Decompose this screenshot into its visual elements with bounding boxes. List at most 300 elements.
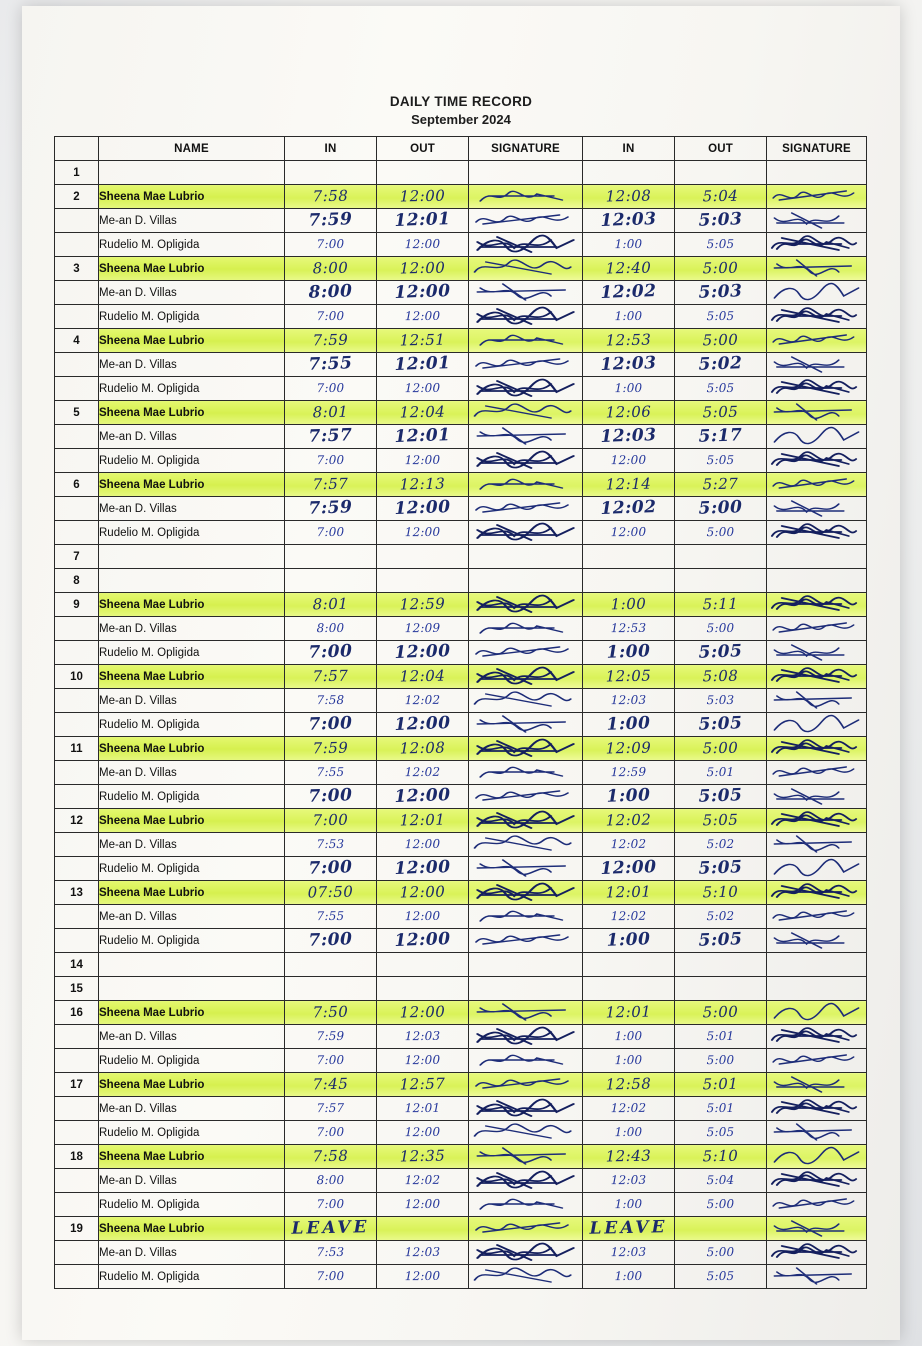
time-out-pm: 5:05 bbox=[675, 929, 767, 953]
time-out-am: 12:09 bbox=[377, 617, 469, 641]
signature-mark bbox=[767, 258, 866, 279]
day-number bbox=[55, 353, 99, 377]
signature-pm bbox=[767, 185, 867, 209]
time-in-pm: 1:00 bbox=[583, 377, 675, 401]
signature-mark bbox=[767, 1242, 866, 1263]
time-in-pm: 12:02 bbox=[583, 833, 675, 857]
time-out-pm: 5:10 bbox=[675, 1145, 767, 1169]
signature-mark bbox=[469, 642, 582, 663]
day-number bbox=[55, 281, 99, 305]
signature-pm bbox=[767, 425, 867, 449]
signature-mark bbox=[469, 186, 582, 207]
signature-pm bbox=[767, 281, 867, 305]
signature-mark bbox=[469, 786, 582, 807]
time-out-pm: 5:27 bbox=[675, 473, 767, 497]
time-in-pm bbox=[583, 161, 675, 185]
signature-am bbox=[469, 257, 583, 281]
employee-name: Sheena Mae Lubrio bbox=[99, 473, 285, 497]
time-in-pm: 12:03 bbox=[583, 425, 675, 449]
table-row bbox=[55, 617, 867, 641]
time-out-pm bbox=[675, 977, 767, 1001]
signature-mark bbox=[767, 306, 866, 327]
time-in-am: 8:00 bbox=[285, 1169, 377, 1193]
day-number bbox=[55, 713, 99, 737]
signature-pm bbox=[767, 305, 867, 329]
time-out-pm: 5:02 bbox=[675, 353, 767, 377]
time-out-pm: 5:05 bbox=[675, 1265, 767, 1289]
signature-pm bbox=[767, 593, 867, 617]
day-number bbox=[55, 233, 99, 257]
time-out-am: 12:00 bbox=[377, 305, 469, 329]
time-out-pm: 5:05 bbox=[675, 449, 767, 473]
day-number: 15 bbox=[55, 977, 99, 1001]
time-in-pm: 1:00 bbox=[583, 1193, 675, 1217]
time-in-am: 7:59 bbox=[285, 209, 377, 233]
day-number: 19 bbox=[55, 1217, 99, 1241]
employee-name bbox=[99, 953, 285, 977]
signature-mark bbox=[767, 906, 866, 927]
employee-name: Rudelio M. Opligida bbox=[99, 713, 285, 737]
day-number: 14 bbox=[55, 953, 99, 977]
time-in-pm: 1:00 bbox=[583, 785, 675, 809]
signature-mark bbox=[469, 834, 582, 855]
table-row bbox=[55, 353, 867, 377]
time-in-pm: 1:00 bbox=[583, 305, 675, 329]
signature-am bbox=[469, 521, 583, 545]
time-out-am: 12:00 bbox=[377, 713, 469, 737]
signature-mark bbox=[767, 330, 866, 351]
employee-name: Sheena Mae Lubrio bbox=[99, 257, 285, 281]
signature-am bbox=[469, 185, 583, 209]
signature-pm bbox=[767, 473, 867, 497]
table-row bbox=[55, 401, 867, 425]
day-number: 11 bbox=[55, 737, 99, 761]
time-in-pm: 1:00 bbox=[583, 593, 675, 617]
time-out-pm: 5:00 bbox=[675, 1193, 767, 1217]
time-in-am: 7:59 bbox=[285, 737, 377, 761]
signature-pm bbox=[767, 209, 867, 233]
employee-name: Sheena Mae Lubrio bbox=[99, 1073, 285, 1097]
signature-mark bbox=[767, 522, 866, 543]
table-row bbox=[55, 305, 867, 329]
signature-mark bbox=[767, 186, 866, 207]
signature-am bbox=[469, 1193, 583, 1217]
signature-am bbox=[469, 713, 583, 737]
signature-mark bbox=[469, 594, 582, 615]
table-row bbox=[55, 1193, 867, 1217]
employee-name: Me-an D. Villas bbox=[99, 1241, 285, 1265]
paper-sheet bbox=[22, 6, 900, 1340]
employee-name: Rudelio M. Opligida bbox=[99, 521, 285, 545]
table-row bbox=[55, 1001, 867, 1025]
signature-am bbox=[469, 857, 583, 881]
time-in-pm: 12:40 bbox=[583, 257, 675, 281]
time-in-am: 7:55 bbox=[285, 761, 377, 785]
day-number: 16 bbox=[55, 1001, 99, 1025]
time-out-pm: 5:01 bbox=[675, 761, 767, 785]
time-in-pm: 12:53 bbox=[583, 617, 675, 641]
day-number bbox=[55, 425, 99, 449]
time-in-pm: 12:00 bbox=[583, 449, 675, 473]
table-row bbox=[55, 1241, 867, 1265]
signature-am bbox=[469, 809, 583, 833]
employee-name: Rudelio M. Opligida bbox=[99, 305, 285, 329]
signature-mark bbox=[767, 450, 866, 471]
signature-mark bbox=[469, 1218, 582, 1239]
signature-mark bbox=[469, 690, 582, 711]
day-number: 7 bbox=[55, 545, 99, 569]
time-in-pm: 12:03 bbox=[583, 353, 675, 377]
day-number: 6 bbox=[55, 473, 99, 497]
time-out-pm: 5:00 bbox=[675, 737, 767, 761]
day-number: 4 bbox=[55, 329, 99, 353]
time-out-am: 12:00 bbox=[377, 929, 469, 953]
day-number: 8 bbox=[55, 569, 99, 593]
day-number bbox=[55, 761, 99, 785]
time-in-pm: 12:06 bbox=[583, 401, 675, 425]
employee-name: Sheena Mae Lubrio bbox=[99, 809, 285, 833]
signature-pm bbox=[767, 1001, 867, 1025]
signature-mark bbox=[767, 1074, 866, 1095]
signature-mark bbox=[767, 426, 866, 447]
time-in-am: 7:58 bbox=[285, 1145, 377, 1169]
signature-mark bbox=[469, 258, 582, 279]
signature-am bbox=[469, 905, 583, 929]
signature-mark bbox=[767, 474, 866, 495]
time-out-pm: 5:00 bbox=[675, 1001, 767, 1025]
employee-name: Sheena Mae Lubrio bbox=[99, 737, 285, 761]
signature-pm bbox=[767, 1265, 867, 1289]
time-out-pm: 5:04 bbox=[675, 185, 767, 209]
employee-name: Me-an D. Villas bbox=[99, 761, 285, 785]
time-in-am: 7:57 bbox=[285, 473, 377, 497]
employee-name: Sheena Mae Lubrio bbox=[99, 329, 285, 353]
signature-mark bbox=[767, 1098, 866, 1119]
employee-name: Rudelio M. Opligida bbox=[99, 449, 285, 473]
signature-mark bbox=[469, 498, 582, 519]
time-out-am: 12:01 bbox=[377, 809, 469, 833]
employee-name: Sheena Mae Lubrio bbox=[99, 1217, 285, 1241]
signature-mark bbox=[767, 1266, 866, 1287]
time-out-pm: 5:03 bbox=[675, 281, 767, 305]
time-in-am: 7:00 bbox=[285, 1193, 377, 1217]
signature-am bbox=[469, 473, 583, 497]
time-out-pm: 5:00 bbox=[675, 1049, 767, 1073]
signature-pm bbox=[767, 809, 867, 833]
time-out-am: 12:02 bbox=[377, 761, 469, 785]
signature-mark bbox=[767, 402, 866, 423]
table-row bbox=[55, 425, 867, 449]
time-in-am: 7:53 bbox=[285, 833, 377, 857]
signature-am bbox=[469, 929, 583, 953]
time-out-am: 12:03 bbox=[377, 1241, 469, 1265]
employee-name: Me-an D. Villas bbox=[99, 1169, 285, 1193]
employee-name: Me-an D. Villas bbox=[99, 617, 285, 641]
day-number: 12 bbox=[55, 809, 99, 833]
day-number: 1 bbox=[55, 161, 99, 185]
signature-mark bbox=[469, 378, 582, 399]
employee-name: Sheena Mae Lubrio bbox=[99, 401, 285, 425]
day-number bbox=[55, 449, 99, 473]
day-number bbox=[55, 785, 99, 809]
table-row bbox=[55, 329, 867, 353]
time-out-pm: 5:05 bbox=[675, 377, 767, 401]
time-out-pm: 5:01 bbox=[675, 1073, 767, 1097]
day-number: 9 bbox=[55, 593, 99, 617]
employee-name: Me-an D. Villas bbox=[99, 1025, 285, 1049]
time-in-am: 7:00 bbox=[285, 233, 377, 257]
signature-pm bbox=[767, 1241, 867, 1265]
time-in-am: 7:57 bbox=[285, 425, 377, 449]
table-row bbox=[55, 809, 867, 833]
signature-am bbox=[469, 1025, 583, 1049]
time-out-pm: 5:00 bbox=[675, 1241, 767, 1265]
signature-mark bbox=[767, 714, 866, 735]
table-row bbox=[55, 1169, 867, 1193]
day-number: 5 bbox=[55, 401, 99, 425]
signature-pm bbox=[767, 689, 867, 713]
signature-pm bbox=[767, 545, 867, 569]
time-in-am bbox=[285, 161, 377, 185]
time-in-am: 7:59 bbox=[285, 329, 377, 353]
table-row bbox=[55, 737, 867, 761]
signature-mark bbox=[767, 594, 866, 615]
table-row bbox=[55, 1265, 867, 1289]
time-out-pm bbox=[675, 569, 767, 593]
time-out-pm: 5:05 bbox=[675, 713, 767, 737]
day-number bbox=[55, 305, 99, 329]
signature-pm bbox=[767, 1049, 867, 1073]
signature-pm bbox=[767, 953, 867, 977]
signature-mark bbox=[469, 810, 582, 831]
time-out-am: 12:04 bbox=[377, 665, 469, 689]
day-number: 17 bbox=[55, 1073, 99, 1097]
time-out-am: 12:00 bbox=[377, 881, 469, 905]
table-row bbox=[55, 929, 867, 953]
time-out-pm: 5:05 bbox=[675, 785, 767, 809]
time-in-am: 7:00 bbox=[285, 785, 377, 809]
employee-name: Me-an D. Villas bbox=[99, 689, 285, 713]
day-number: 10 bbox=[55, 665, 99, 689]
time-in-am: 7:57 bbox=[285, 1097, 377, 1121]
day-number bbox=[55, 1097, 99, 1121]
table-row bbox=[55, 161, 867, 185]
signature-am bbox=[469, 1217, 583, 1241]
signature-mark bbox=[469, 882, 582, 903]
signature-am bbox=[469, 545, 583, 569]
time-out-am: 12:01 bbox=[377, 425, 469, 449]
employee-name: Sheena Mae Lubrio bbox=[99, 881, 285, 905]
time-out-pm bbox=[675, 1217, 767, 1241]
time-in-pm: 1:00 bbox=[583, 1025, 675, 1049]
signature-pm bbox=[767, 1097, 867, 1121]
time-out-pm: 5:00 bbox=[675, 329, 767, 353]
signature-pm bbox=[767, 353, 867, 377]
time-out-am: 12:01 bbox=[377, 1097, 469, 1121]
time-out-am bbox=[377, 569, 469, 593]
signature-pm bbox=[767, 1025, 867, 1049]
time-in-pm: 12:53 bbox=[583, 329, 675, 353]
time-out-pm: 5:05 bbox=[675, 401, 767, 425]
signature-am bbox=[469, 329, 583, 353]
time-in-pm: 12:03 bbox=[583, 1241, 675, 1265]
signature-am bbox=[469, 881, 583, 905]
time-out-am: 12:13 bbox=[377, 473, 469, 497]
employee-name: Me-an D. Villas bbox=[99, 353, 285, 377]
employee-name: Me-an D. Villas bbox=[99, 905, 285, 929]
time-out-pm: 5:00 bbox=[675, 497, 767, 521]
day-number bbox=[55, 857, 99, 881]
employee-name: Rudelio M. Opligida bbox=[99, 1121, 285, 1145]
signature-am bbox=[469, 953, 583, 977]
time-in-am: LEAVE bbox=[285, 1217, 377, 1241]
time-out-am: 12:00 bbox=[377, 521, 469, 545]
column-header-signature-pm: SIGNATURE bbox=[767, 137, 867, 161]
time-in-pm: 1:00 bbox=[583, 1049, 675, 1073]
signature-am bbox=[469, 593, 583, 617]
signature-pm bbox=[767, 833, 867, 857]
time-out-am: 12:02 bbox=[377, 1169, 469, 1193]
time-out-am: 12:00 bbox=[377, 497, 469, 521]
employee-name: Sheena Mae Lubrio bbox=[99, 665, 285, 689]
signature-mark bbox=[767, 1194, 866, 1215]
time-in-am: 7:00 bbox=[285, 929, 377, 953]
time-out-am bbox=[377, 953, 469, 977]
time-in-am: 7:00 bbox=[285, 305, 377, 329]
time-in-am: 7:00 bbox=[285, 1265, 377, 1289]
signature-mark bbox=[767, 618, 866, 639]
time-in-am: 7:00 bbox=[285, 1121, 377, 1145]
signature-am bbox=[469, 281, 583, 305]
time-in-am: 7:57 bbox=[285, 665, 377, 689]
signature-am bbox=[469, 689, 583, 713]
time-in-pm: 12:02 bbox=[583, 809, 675, 833]
signature-am bbox=[469, 761, 583, 785]
time-out-pm: 5:00 bbox=[675, 257, 767, 281]
signature-mark bbox=[469, 210, 582, 231]
time-in-pm: 12:08 bbox=[583, 185, 675, 209]
employee-name: Rudelio M. Opligida bbox=[99, 857, 285, 881]
column-header-signature-am: SIGNATURE bbox=[469, 137, 583, 161]
time-out-pm: 5:05 bbox=[675, 809, 767, 833]
time-in-am: 7:00 bbox=[285, 449, 377, 473]
time-in-pm: 12:02 bbox=[583, 905, 675, 929]
employee-name: Rudelio M. Opligida bbox=[99, 377, 285, 401]
signature-mark bbox=[767, 498, 866, 519]
time-out-am: 12:00 bbox=[377, 905, 469, 929]
time-out-pm: 5:05 bbox=[675, 1121, 767, 1145]
time-in-am bbox=[285, 953, 377, 977]
time-out-pm bbox=[675, 161, 767, 185]
time-out-pm: 5:01 bbox=[675, 1097, 767, 1121]
signature-pm bbox=[767, 1121, 867, 1145]
signature-am bbox=[469, 449, 583, 473]
table-row bbox=[55, 833, 867, 857]
signature-pm bbox=[767, 761, 867, 785]
signature-pm bbox=[767, 497, 867, 521]
time-in-am: 7:00 bbox=[285, 1049, 377, 1073]
signature-pm bbox=[767, 785, 867, 809]
time-in-am: 7:00 bbox=[285, 809, 377, 833]
signature-am bbox=[469, 1121, 583, 1145]
time-in-am bbox=[285, 977, 377, 1001]
signature-pm bbox=[767, 329, 867, 353]
time-out-pm: 5:17 bbox=[675, 425, 767, 449]
signature-pm bbox=[767, 881, 867, 905]
table-row bbox=[55, 881, 867, 905]
table-row bbox=[55, 713, 867, 737]
day-number: 13 bbox=[55, 881, 99, 905]
signature-mark bbox=[767, 1002, 866, 1023]
signature-mark bbox=[469, 1098, 582, 1119]
time-out-am: 12:00 bbox=[377, 257, 469, 281]
time-in-am: 7:00 bbox=[285, 713, 377, 737]
signature-mark bbox=[767, 1026, 866, 1047]
document-header bbox=[22, 94, 900, 127]
employee-name: Sheena Mae Lubrio bbox=[99, 1145, 285, 1169]
signature-pm bbox=[767, 1073, 867, 1097]
signature-mark bbox=[469, 522, 582, 543]
column-header-out-pm: OUT bbox=[675, 137, 767, 161]
table-row bbox=[55, 377, 867, 401]
time-in-am: 7:55 bbox=[285, 905, 377, 929]
employee-name: Rudelio M. Opligida bbox=[99, 785, 285, 809]
table-row bbox=[55, 593, 867, 617]
signature-am bbox=[469, 641, 583, 665]
time-out-am: 12:01 bbox=[377, 209, 469, 233]
employee-name: Me-an D. Villas bbox=[99, 425, 285, 449]
table-row bbox=[55, 185, 867, 209]
signature-mark bbox=[469, 906, 582, 927]
signature-pm bbox=[767, 1169, 867, 1193]
time-out-pm: 5:02 bbox=[675, 833, 767, 857]
employee-name: Me-an D. Villas bbox=[99, 833, 285, 857]
time-in-am: 7:58 bbox=[285, 689, 377, 713]
signature-mark bbox=[469, 402, 582, 423]
time-in-pm: 12:58 bbox=[583, 1073, 675, 1097]
time-out-pm bbox=[675, 545, 767, 569]
signature-mark bbox=[469, 330, 582, 351]
time-in-am: 8:00 bbox=[285, 281, 377, 305]
signature-am bbox=[469, 1049, 583, 1073]
signature-pm bbox=[767, 401, 867, 425]
signature-mark bbox=[767, 210, 866, 231]
signature-mark bbox=[469, 1002, 582, 1023]
day-number bbox=[55, 1025, 99, 1049]
signature-am bbox=[469, 785, 583, 809]
time-in-pm: 12:09 bbox=[583, 737, 675, 761]
signature-mark bbox=[469, 354, 582, 375]
employee-name: Me-an D. Villas bbox=[99, 1097, 285, 1121]
signature-am bbox=[469, 161, 583, 185]
day-number bbox=[55, 1241, 99, 1265]
signature-am bbox=[469, 569, 583, 593]
signature-am bbox=[469, 1241, 583, 1265]
signature-mark bbox=[469, 1122, 582, 1143]
time-out-am: 12:57 bbox=[377, 1073, 469, 1097]
time-in-am bbox=[285, 569, 377, 593]
employee-name: Me-an D. Villas bbox=[99, 497, 285, 521]
time-out-pm: 5:03 bbox=[675, 209, 767, 233]
time-in-am: 7:00 bbox=[285, 857, 377, 881]
time-out-am: 12:00 bbox=[377, 185, 469, 209]
signature-pm bbox=[767, 857, 867, 881]
table-row bbox=[55, 449, 867, 473]
time-in-pm: 1:00 bbox=[583, 929, 675, 953]
signature-pm bbox=[767, 569, 867, 593]
time-out-am: 12:00 bbox=[377, 1049, 469, 1073]
time-in-am: 7:00 bbox=[285, 377, 377, 401]
